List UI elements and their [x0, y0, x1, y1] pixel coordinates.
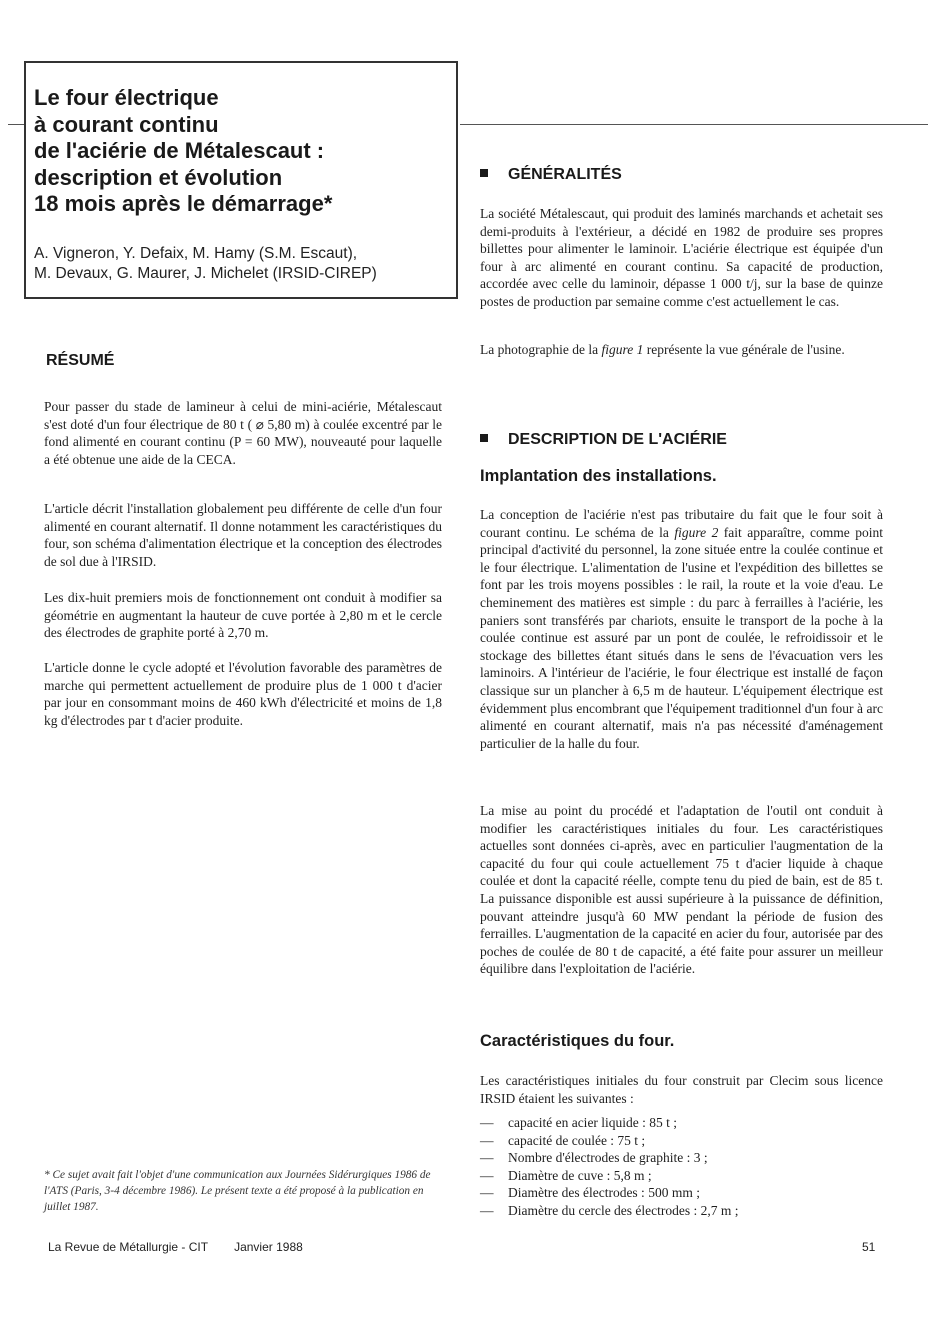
implantation-paragraph: La mise au point du procédé et l'adaptation de l'outil ont conduit à modifier les caractéristiques initiales du four. Les caractéristiques actuelles sont données ci-après, avec en particulier l'augmentation de la capacité du four qui coule actuellement 75 t d'acier liquide à chaque coulée et dont la capacité réelle, compte tenu du pied de bain, est de 85 t. La puissance disponible est aussi supérieure à la puissance de définition, pouvant atteindre jusqu'à 60 MW pendant la période de fusion des ferrailles. L'augmentation de la capacité en acier du four, autorisée par des poches de coulée de 80 t de capacité, a été faite pour assurer un meilleur équilibre dans l'exploitation de l'aciérie.: [480, 803, 883, 977]
list-item: — capacité en acier liquide : 85 t ;: [480, 1114, 883, 1132]
figure-reference: figure 1: [601, 342, 644, 357]
list-item: — Diamètre du cercle des électrodes : 2,7 m ;: [480, 1202, 883, 1220]
title-rule-left: [8, 124, 25, 125]
title-line: de l'aciérie de Métalescaut :: [34, 138, 325, 163]
page-number: 51: [862, 1240, 876, 1254]
footnote: * Ce sujet avait fait l'objet d'une communication aux Journées Sidérurgiques 1986 de l'ATS (Paris, 3-4 décembre 1986). Le présent texte a été proposé à la publication en juillet 1987.: [44, 1169, 431, 1213]
text-run: fait apparaître, comme point principal d'activité du personnel, la zone située entre la coulée continue et le four électrique. L'alimentation de l'usine et l'expédition des billettes se font par les trois moyens possibles : le rail, la route et la voie d'eau. Le cheminement des matières est simple : du parc à ferrailles à l'aciérie, les paniers sont transférés par chariots, ensuite le transport de la poche à la coulée continue est assuré par un pont de coulée, le refroidissoir et le stockage des billettes étant situés dans le sens de l'évacuation vers les laminoirs. A l'intérieur de l'aciérie, le four électrique est installé de façon classique sur un plancher à 6,5 m de hauteur. L'équipement électrique est évidemment plus encombrant que l'équipement traditionnel d'un four à arc alimenté en courant alternatif, mais n'a pas nécessité d'aménagement particulier de la halle du four.: [480, 524, 884, 751]
title-line: Le four électrique: [34, 85, 219, 110]
issue-date: Janvier 1988: [234, 1240, 303, 1254]
generalites-paragraph-figure: [480, 341, 883, 359]
title-rule-right: [460, 124, 928, 125]
generalites-paragraph: La société Métalescaut, qui produit des laminés marchands et achetait ses demi-produits à l'extérieur, a décidé en 1982 de produire ses propres billettes pour alimenter le laminoir. L'aciérie électrique est équipée d'un four à arc alimenté en courant continu. Sa capacité de production, accordée avec celle du laminoir, dépasse 1 000 t/j, sur la base de quinze postes de production par semaine comme c'est actuellement le cas.: [480, 206, 883, 309]
resume-paragraph: L'article décrit l'installation globalement peu différente de celle d'un four alimenté en courant alternatif. Il donne notamment les caractéristiques du four, son schéma d'alimentation électrique et la conception des électrodes de sol due à l'IRSID.: [44, 501, 442, 569]
caracteristiques-intro: Les caractéristiques initiales du four construit par Clecim sous licence IRSID étaient les suivantes :: [480, 1073, 883, 1106]
implantation-paragraph: [480, 506, 883, 752]
title-line: 18 mois après le démarrage*: [34, 191, 333, 216]
resume-paragraph: L'article donne le cycle adopté et l'évolution favorable des paramètres de marche qui permettent actuellement de produire plus de 1 000 t d'acier par jour en consommant moins de 460 kWh d'électricité et moins de 1,8 kg d'électrodes par t d'acier produite.: [44, 660, 442, 728]
article-title: [34, 85, 448, 218]
text-run: représente la vue générale de l'usine.: [643, 342, 845, 357]
square-bullet-icon: [480, 169, 488, 177]
title-box: [24, 61, 458, 299]
list-item: — capacité de coulée : 75 t ;: [480, 1132, 883, 1150]
text-run: La photographie de la: [480, 342, 602, 357]
title-line: à courant continu: [34, 111, 219, 137]
resume-paragraph: Les dix-huit premiers mois de fonctionnement ont conduit à modifier sa géométrie en augmentant la hauteur de cuve portée à 2,80 m et le cercle des électrodes de graphite porté à 2,70 m.: [44, 590, 442, 641]
implantation-heading: Implantation des installations.: [480, 467, 717, 485]
specs-list: [480, 1114, 883, 1220]
description-heading: [480, 431, 727, 449]
title-line: description et évolution: [34, 164, 283, 190]
list-item: — Diamètre de cuve : 5,8 m ;: [480, 1167, 883, 1185]
generalites-heading-text: GÉNÉRALITÉS: [508, 166, 622, 183]
figure-reference: figure 2: [674, 524, 719, 540]
resume-heading: RÉSUMÉ: [46, 352, 115, 369]
generalites-heading: [480, 166, 622, 184]
authors: [34, 244, 448, 284]
list-item: — Nombre d'électrodes de graphite : 3 ;: [480, 1149, 883, 1167]
square-bullet-icon: [480, 434, 488, 442]
authors-line: M. Devaux, G. Maurer, J. Michelet (IRSID-CIREP): [34, 264, 377, 282]
caracteristiques-heading: Caractéristiques du four.: [480, 1032, 675, 1050]
journal-name: La Revue de Métallurgie - CIT: [48, 1240, 209, 1254]
text-run: La conception de l'aciérie n'est pas tributaire du fait que le four soit à courant continu. Le schéma de la: [480, 507, 883, 540]
resume-paragraph: Pour passer du stade de lamineur à celui de mini-aciérie, Métalescaut s'est doté d'un four électrique de 80 t ( ⌀ 5,80 m) à coulée excentré par le fond alimenté en courant continu (P = 60 MW), nouveauté pour laquelle a été obtenue une aide de la CECA.: [44, 399, 442, 467]
footer-journal: [48, 1240, 303, 1254]
description-heading-text: DESCRIPTION DE L'ACIÉRIE: [508, 431, 727, 448]
authors-line: A. Vigneron, Y. Defaix, M. Hamy (S.M. Escaut),: [34, 244, 358, 262]
list-item: — Diamètre des électrodes : 500 mm ;: [480, 1184, 883, 1202]
